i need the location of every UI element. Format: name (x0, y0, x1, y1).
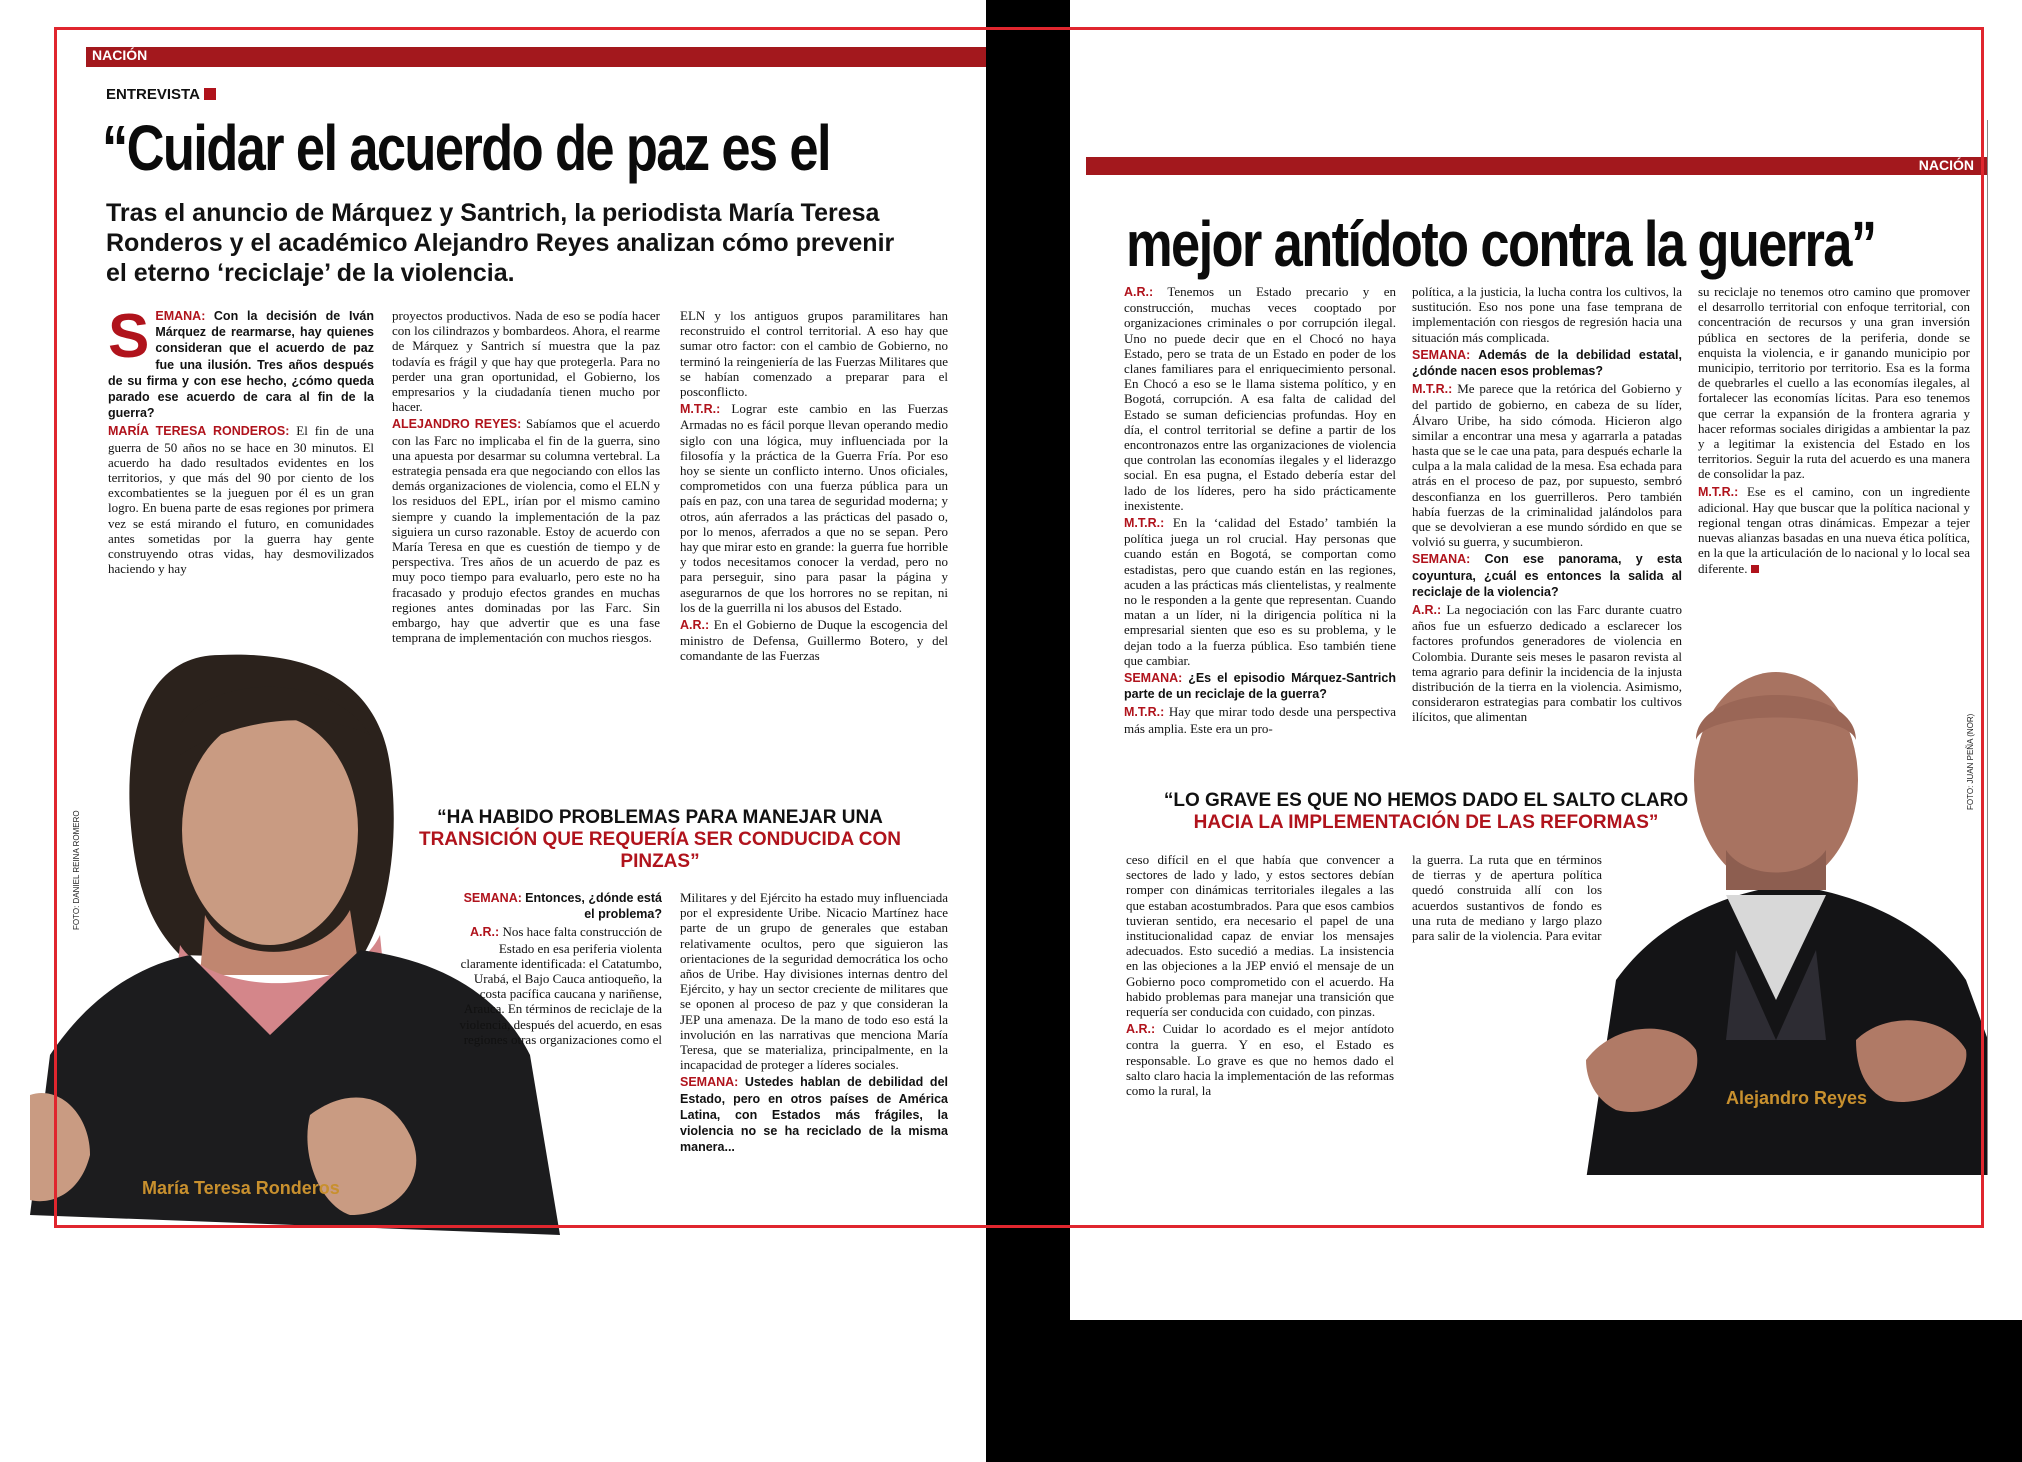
column-r1: A.R.: Tenemos un Estado precario y en construcción, muchas veces cooptado por organizaciones criminales o por corrupción ilegal. Uno no puede decir que en el Chocó no haya Estado, pero se trata de un Estado en poder de los clanes familiares para el enriquecimiento personal. En Chocó a eso se le llama sistema político, y en Bogotá, corrupción. A esa falta de calidad del Estado se suman deficiencias profundas. Hoy en día, el control territorial se define a partir de los encontronazos entre las organizaciones de violencia que controlan las economías ilegales y el liderazgo social. En esa pugna, el Estado debería estar del lado de los líderes, pero ha sido prácticamente inexistente. M.T.R.: En la ‘calidad del Estado’ también la política juega un rol crucial. Hay personas que cuando están en Bogotá, se comportan como estadistas, pero que cuando están en las regiones, acuden a las prácticas más clientelistas, y realmente no le responden a la gente que representan. Cuando matan a un líder, ni la dirigencia política ni la empresarial sienten que eso es su problema, y le dejan todo a la fuerza pública. Eso también tiene que cambiar. SEMANA: ¿Es el episodio Márquez-Santrich parte de un reciclaje de la guerra? M.T.R.: Hay que mirar todo desde una perspectiva más amplia. Este era un pro- (1124, 284, 1396, 736)
column-3: ELN y los antiguos grupos paramilitares han reconstruido el control territorial. A eso hay que sumar otro factor: con el cambio de Gobierno, no terminó la reingeniería de las Fuerzas Militares que se habían comenzado a preparar para el posconflicto. M.T.R.: Lograr este cambio en las Fuerzas Armadas no es fácil porque llevan operando medio siglo con una lógica, muy influenciada por la filosofía y la práctica de la Guerra Fría. Por eso hoy se siente un conflicto interno. Unos oficiales, comprometidos con una fuerza pública para un país en paz, con una tarea de seguridad moderna; y otros, aún aferrados a las prácticas del pasado o, por lo menos, aferrados a que no se sepan. Pero hay que mirar esto en grande: la guerra fue horrible y todos necesitamos conocer la verdad, pero no para perseguir, sino para pasar la página y asegurarnos de que los horrores no se repitan, ni los de la guerrilla ni los abusos del Estado. A.R.: En el Gobierno de Duque la escogencia del ministro de Defensa, Guillermo Botero, y del comandante de las Fuerzas (680, 308, 948, 664)
section-bar-right (1086, 157, 1988, 175)
column-r3: su reciclaje no tenemos otro camino que promover el desarrollo territorial con enfoque territorial, con concentración de recursos y una gran inversión pública en sectores de la periferia, donde se enquista la violencia, e ir ganando municipio por municipio, territorio por territorio. Esa es la forma de quebrarles el cuello a las economías ilegales, al fortalecer las economías lícitas. Para eso tenemos que cerrar la expansión de la frontera agraria y hacer reformas sociales dirigidas a ambientar la paz y a legitimar la existencia del Estado en los territorios. Seguir la ruta del acuerdo es una manera de consolidar la paz. M.T.R.: Ese es el camino, con un ingrediente adicional. Hay que buscar que la política nacional y regional tengan otras dinámicas. Empezar a tejer nuevas alianzas basadas en una nueva ética política, en la que la articulación de lo nacional y lo local sea diferente. (1698, 284, 1970, 576)
column-2: proyectos productivos. Nada de eso se podía hacer con los cilindrazos y bombardeos. Ahora, el rearme de Márquez y Santrich sí muestra que la paz todavía es frágil y que hay que protegerla. Para no perder una gran oportunidad, el Gobierno, los empresarios y la ciudadanía tienen mucho por hacer. ALEJANDRO REYES: Sabíamos que el acuerdo con las Farc no implicaba el fin de la guerra, sino una apuesta por desarmar su columna vertebral. La estrategia pensada era que negociando con ellos las demás organizaciones de violencia, como el ELN y los residuos del EPL, irían por el mismo camino siempre y cuando la implementación de la paz siguiera un curso razonable. Estoy de acuerdo con María Teresa en que es cuestión de tiempo y de perspectiva. Tres años de un acuerdo de paz es muy poco tiempo para evaluarlo, pero este no ha fracasado y produjo efectos grandes en muchas regiones antes dominadas por las Farc. Sin embargo, hay que advertir que es una fase temprana de implementación con muchos riesgos. (392, 308, 660, 646)
column-r2: política, a la justicia, la lucha contra los cultivos, la sustitución. Eso nos pone una fase temprana de implementación con riesgos de regresión hacia una situación más complicada. SEMANA: Además de la debilidad estatal, ¿dónde nacen esos problemas? M.T.R.: Me parece que la retórica del Gobierno y del partido de gobierno, en cabeza de su líder, Álvaro Uribe, ha sido cómoda. Hicieron algo similar a encontrar una mesa y agarrarla a patadas hasta que se le cae una pata, para después echarle la culpa a la mala calidad de la mesa. Esa echada para atrás en el proceso de paz, por supuesto, sembró desconfianza en los guerrilleros. Pero también había fuerzas de la criminalidad jalándolos para que se devolvieran a ese mundo sórdido en que se volvió su guerra, y sucumbieron. SEMANA: Con ese panorama, y esta coyuntura, ¿cuál es entonces la salida al reciclaje de la violencia? A.R.: La negociación con las Farc durante cuatro años fue un esfuerzo dedicado a esclarecer los factores profundos generadores de violencia en Colombia. Durante seis meses le pasaron revista al tema agrario para definir la incidencia de la injusta distribución de la tierra en la violencia. Asimismo, consideraron estrategias para combatir los cultivos ilícitos, que alimentan (1412, 284, 1682, 725)
section-label: NACIÓN (1918, 157, 1974, 173)
photo-credit-right: FOTO: JUAN PEÑA (NOR) (1966, 713, 1975, 810)
column-1: SEMANA: Con la decisión de Iván Márquez de rearmarse, hay quienes consideran que el acuerdo de paz fue una ilusión. Tres años después de su firma y con ese hecho, ¿cómo queda parado ese acuerdo de cara al fin de la guerra? MARÍA TERESA RONDEROS: El fin de una guerra de 50 años no se hace en 30 minutos. El acuerdo ha dado resultados evidentes en los territorios, y que más del 90 por ciento de los excombatientes se la jueguen por él es un gran logro. En buena parte de esas regiones por primera vez se está mirando el futuro, en comunidades antes sometidas por la guerra hay gente construyendo otras vidas, hay desmovilizados haciendo y hay (108, 308, 374, 577)
pull-quote-right: “LO GRAVE ES QUE NO HEMOS DADO EL SALTO CLARO HACIA LA IMPLEMENTACIÓN DE LAS REFORMAS” (1163, 790, 1689, 833)
caption-right: Alejandro Reyes (1726, 1088, 1868, 1108)
section-label: NACIÓN (92, 47, 148, 63)
pull-quote-left: “HA HABIDO PROBLEMAS PARA MANEJAR UNA TRANSICIÓN QUE REQUERÍA SER CONDUCIDA CON PINZAS” (418, 807, 902, 872)
end-square-icon (1751, 565, 1759, 573)
headline-part-2: mejor antídoto contra la guerra” (1126, 208, 1876, 280)
left-page (0, 0, 986, 1462)
headline-part-1: “Cuidar el acuerdo de paz es el (102, 112, 830, 184)
photo-credit: FOTO: DANIEL REINA ROMERO (72, 810, 81, 930)
deck: Tras el anuncio de Márquez y Santrich, la periodista María Teresa Ronderos y el académico Alejandro Reyes analizan cómo prevenir el eterno ‘reciclaje’ de la violencia. (106, 199, 895, 287)
kicker: ENTREVISTA (106, 86, 216, 103)
kicker-square-icon (204, 88, 216, 100)
dropcap: S (108, 308, 150, 371)
section-bar-left (86, 47, 986, 67)
column-r5: la guerra. La ruta que en términos de tierras y de apertura política quedó construida allí con los acuerdos sustantivos de fondo es una ruta de mediano y largo plazo para salir de la violencia. Para evitar (1412, 852, 1602, 944)
column-4: SEMANA: Entonces, ¿dónde está el problema? A.R.: Nos hace falta construcción de Estado en esa periferia violenta claramente identificada: el Catatumbo, Urabá, el Bajo Cauca antioqueño, la costa pacífica caucana y nariñense, Arauca. En términos de reciclaje de la violencia, después del acuerdo, en esas regiones otras organizaciones como el (459, 891, 662, 1047)
caption-left: María Teresa Ronderos (142, 1178, 340, 1198)
right-page-inner (1086, 120, 1988, 1175)
column-5: Militares y del Ejército ha estado muy influenciada por el expresidente Uribe. Nicacio Martínez hace parte de un grupo de generales que estaban relativamente ocultos, pero que siguieron las orientaciones de la seguridad democrática los ocho años de Uribe. Hay divisiones internas dentro del Ejército, y hay un sector creciente de militares que se oponen al proceso de paz y que consideran la JEP una amenaza. De la mano de todo eso está la involución en las narrativas que menciona María Teresa, que se materializa, principalmente, en la incapacidad de proteger a líderes sociales. SEMANA: Ustedes hablan de debilidad del Estado, pero en otros países de América Latina, con Estados más frágiles, la violencia no se ha reciclado de la misma manera... (680, 890, 948, 1155)
column-r4: ceso difícil en el que había que convencer a sectores de lado y lado, y estos sectores debían romper con dinámicas territoriales ilegales a las que estaban acostumbrados. Para que esos cambios tuvieran sentido, era necesario el papel de una institucionalidad capaz de enviar los mensajes adecuados. Esto sucedió a medias. La insistencia en las objeciones a la JEP envió el mensaje de un Gobierno poco comprometido con el acuerdo. Ha habido problemas para manejar una transición que requería ser conducida con cuidado, con pinzas. A.R.: Cuidar lo acordado es el mejor antídoto contra la guerra. Y en eso, el Estado es responsable. Lo grave es que no hemos dado el salto claro hacia la implementación de las reformas como la rural, la (1126, 852, 1394, 1099)
